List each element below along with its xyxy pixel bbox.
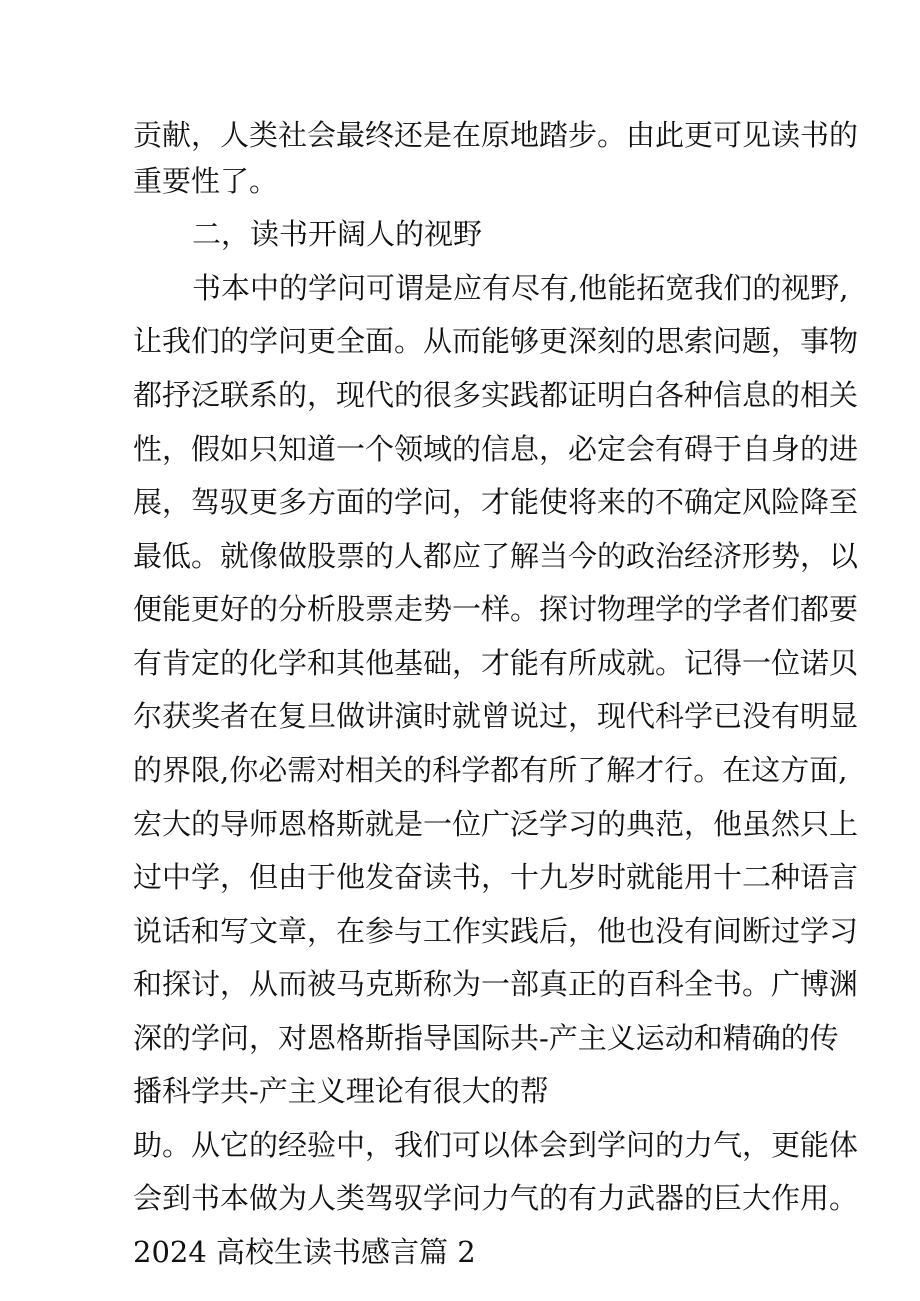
text-line: 过中学，但由于他发奋读书，十九岁时就能用十二种语言 bbox=[133, 860, 859, 894]
text-line: 说话和写文章，在参与工作实践后，他也没有间断过学习 bbox=[133, 914, 859, 948]
text-line: 助。从它的经验中，我们可以体会到学问的力气，更能体 bbox=[133, 1128, 859, 1162]
text-line: 都抒泛联系的，现代的很多实践都证明白各种信息的相关 bbox=[133, 378, 859, 412]
paragraph-first-line: 书本中的学问可谓是应有尽有,他能拓宽我们的视野, bbox=[192, 271, 849, 305]
text-line: 深的学问，对恩格斯指导国际共-产主义运动和精确的传 bbox=[133, 1021, 839, 1055]
text-line: 会到书本做为人类驾驭学问力气的有力武器的巨大作用。 bbox=[133, 1181, 859, 1215]
text-line: 的界限,你必需对相关的科学都有所了解才行。在这方面, bbox=[133, 753, 848, 787]
next-article-title: 2024 高校生读书感言篇 2 bbox=[133, 1235, 476, 1269]
text-line: 性，假如只知道一个领域的信息，必定会有碍于自身的进 bbox=[133, 432, 859, 466]
text-line: 贡献，人类社会最终还是在原地踏步。由此更可见读书的 bbox=[133, 118, 859, 152]
text-line: 重要性了。 bbox=[133, 164, 279, 198]
text-line: 便能更好的分析股票走势一样。探讨物理学的学者们都要 bbox=[133, 592, 859, 626]
text-line: 尔获奖者在复旦做讲演时就曾说过，现代科学已没有明显 bbox=[133, 699, 859, 733]
text-line: 宏大的导师恩格斯就是一位广泛学习的典范，他虽然只上 bbox=[133, 807, 859, 841]
section-heading: 二，读书开阔人的视野 bbox=[192, 217, 483, 251]
text-line: 播科学共-产主义理论有很大的帮 bbox=[133, 1074, 549, 1108]
text-line: 最低。就像做股票的人都应了解当今的政治经济形势，以 bbox=[133, 539, 859, 573]
text-line: 展，驾驭更多方面的学问，才能使将来的不确定风险降至 bbox=[133, 485, 859, 519]
text-line: 和探讨，从而被马克斯称为一部真正的百科全书。广博渊 bbox=[133, 967, 859, 1001]
text-line: 有肯定的化学和其他基础，才能有所成就。记得一位诺贝 bbox=[133, 646, 859, 680]
text-line: 让我们的学问更全面。从而能够更深刻的思索问题，事物 bbox=[133, 324, 859, 358]
